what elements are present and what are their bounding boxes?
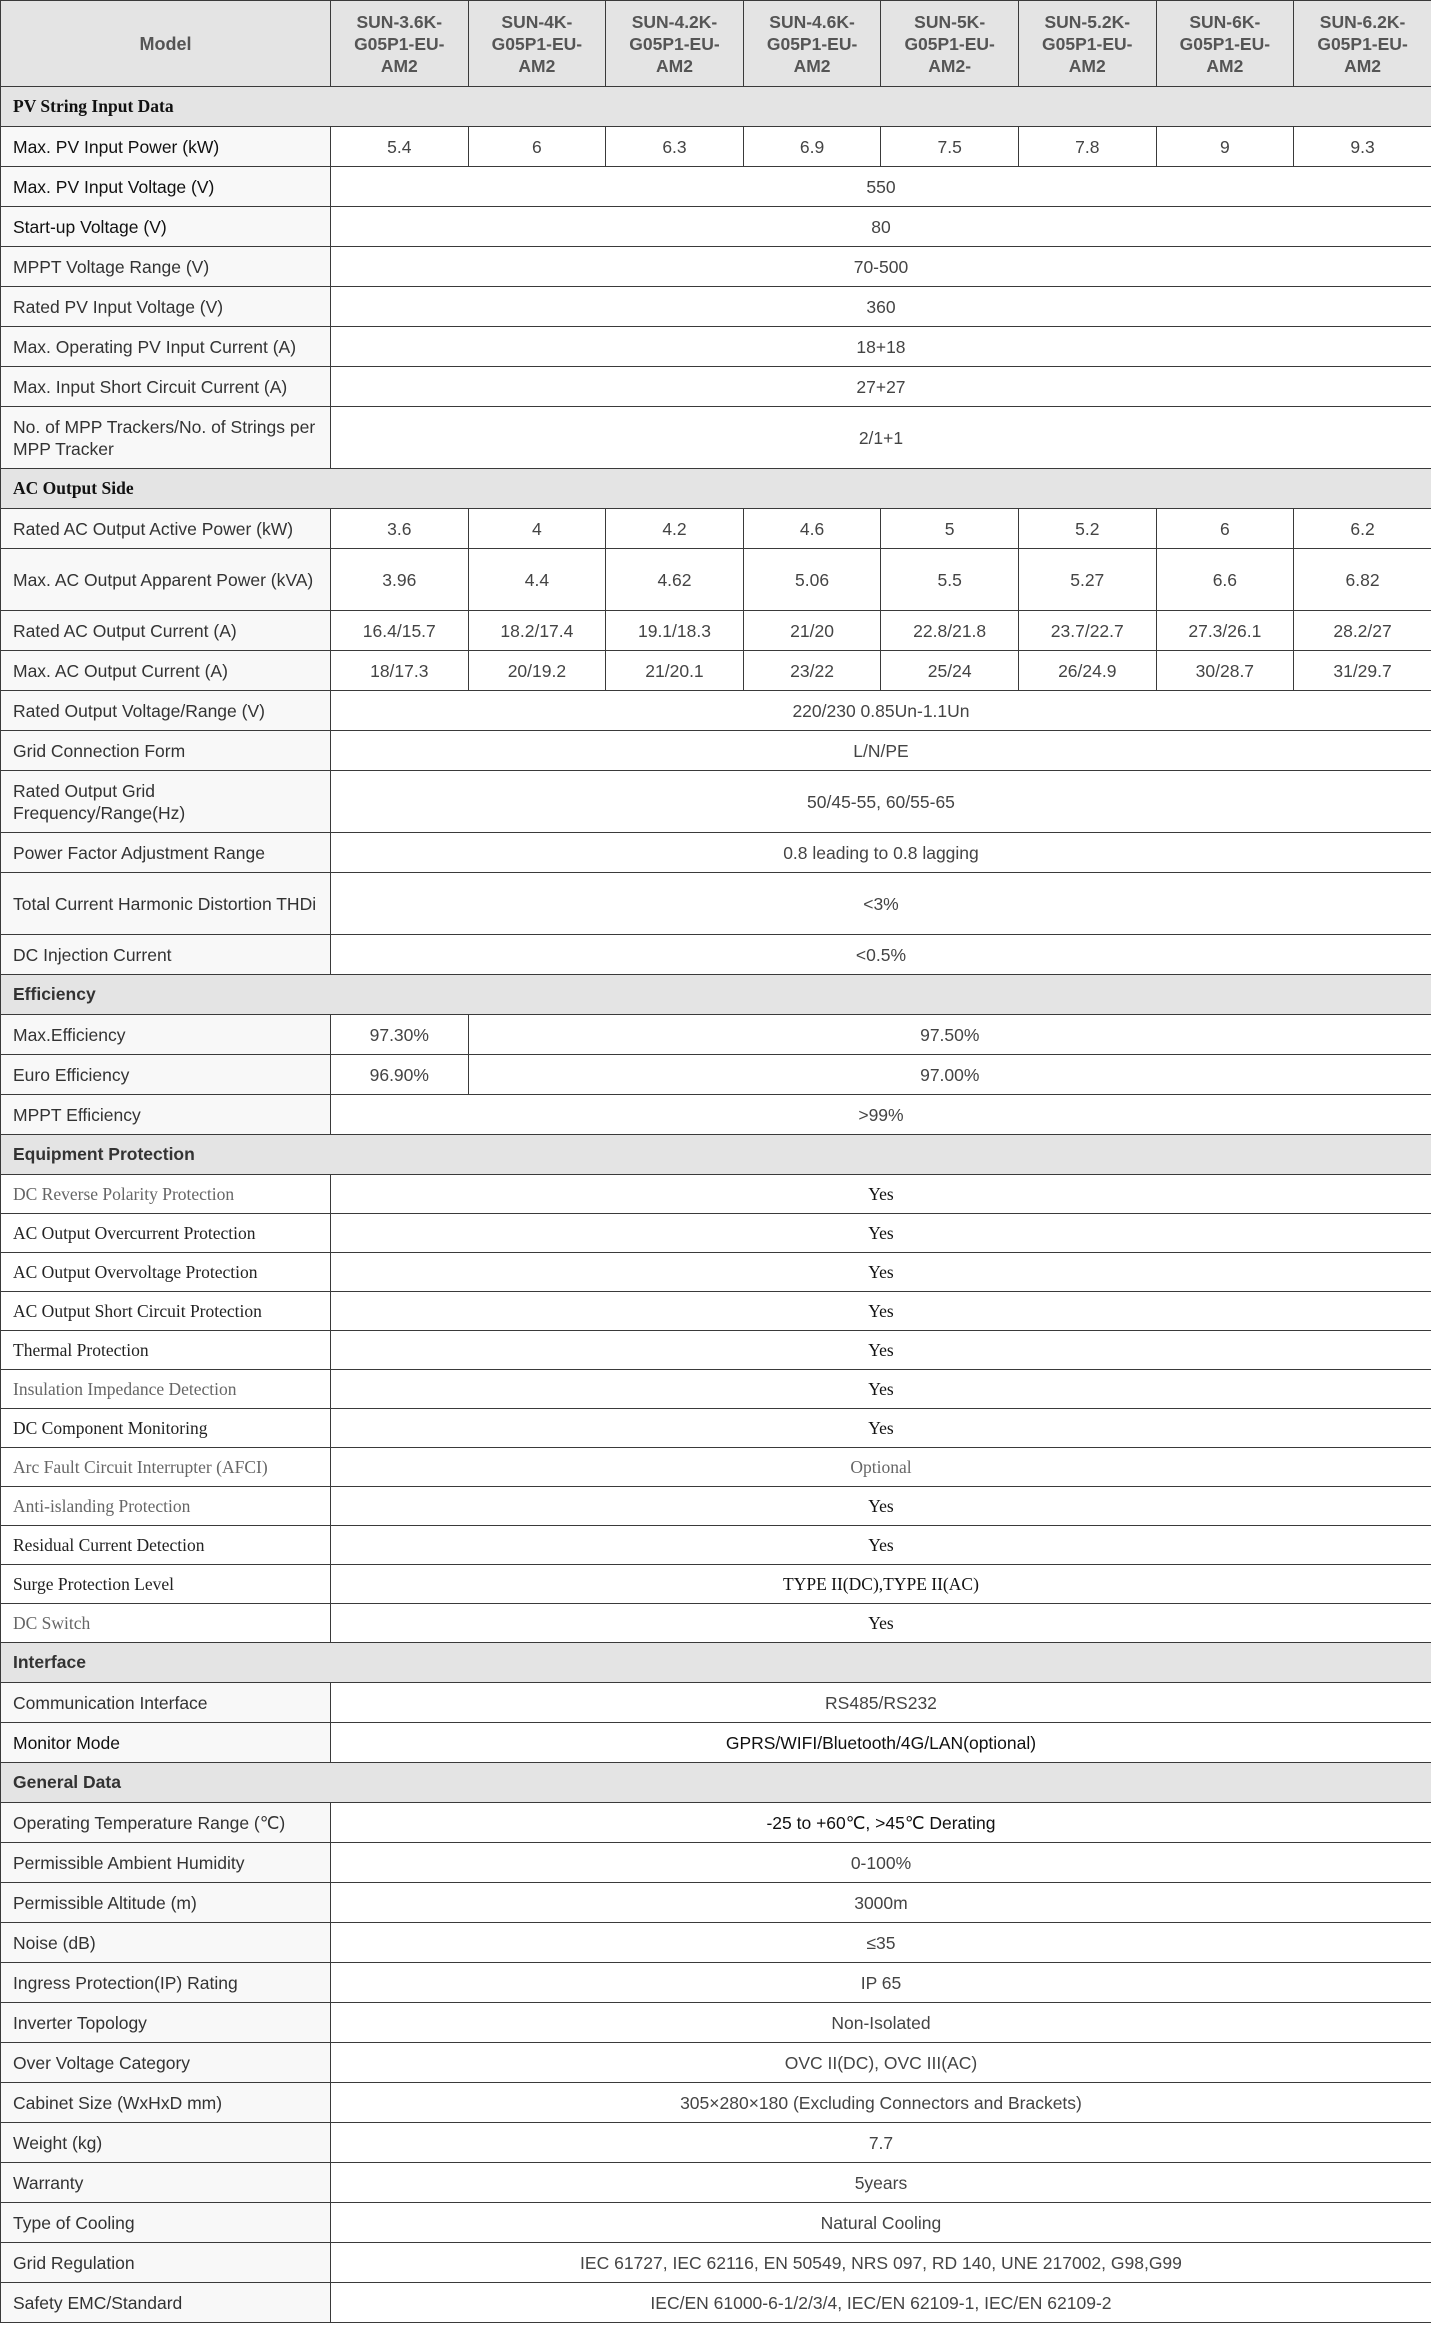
cell-value: RS485/RS232 xyxy=(331,1683,1431,1723)
cell-value: 5.2 xyxy=(1018,509,1156,549)
cell-value: 22.8/21.8 xyxy=(881,611,1019,651)
table-row xyxy=(1,1526,1431,1565)
row-label: Over Voltage Category xyxy=(1,2043,331,2083)
cell-value: Optional xyxy=(331,1448,1431,1487)
model-name: SUN-4.2K-G05P1-EU-AM2 xyxy=(606,1,744,87)
table-row xyxy=(1,367,1431,407)
cell-value: 6.9 xyxy=(743,127,881,167)
table-row xyxy=(1,549,1431,611)
row-label: Grid Regulation xyxy=(1,2243,331,2283)
table-row xyxy=(1,2123,1431,2163)
table-row xyxy=(1,287,1431,327)
table-row xyxy=(1,2083,1431,2123)
row-label: Anti-islanding Protection xyxy=(1,1487,331,1526)
model-name: SUN-3.6K-G05P1-EU-AM2 xyxy=(331,1,469,87)
cell-value: IP 65 xyxy=(331,1963,1431,2003)
row-label: Max. PV Input Power (kW) xyxy=(1,127,331,167)
cell-value: 23/22 xyxy=(743,651,881,691)
model-header: Model xyxy=(1,1,331,87)
cell-value: IEC 61727, IEC 62116, EN 50549, NRS 097, RD 140, UNE 217002, G98,G99 xyxy=(331,2243,1431,2283)
cell-value: <0.5% xyxy=(331,935,1431,975)
section-efficiency xyxy=(1,975,1431,1015)
cell-value: 50/45-55, 60/55-65 xyxy=(331,771,1431,833)
row-label: AC Output Short Circuit Protection xyxy=(1,1292,331,1331)
cell-value: 70-500 xyxy=(331,247,1431,287)
row-label: Rated PV Input Voltage (V) xyxy=(1,287,331,327)
row-label: Thermal Protection xyxy=(1,1331,331,1370)
cell-value: Non-Isolated xyxy=(331,2003,1431,2043)
row-label: Ingress Protection(IP) Rating xyxy=(1,1963,331,2003)
table-row xyxy=(1,2163,1431,2203)
cell-value: 3000m xyxy=(331,1883,1431,1923)
row-label: AC Output Overcurrent Protection xyxy=(1,1214,331,1253)
row-label: Safety EMC/Standard xyxy=(1,2283,331,2323)
cell-value: 0-100% xyxy=(331,1843,1431,1883)
section-ac-output xyxy=(1,469,1431,509)
cell-value: 5.06 xyxy=(743,549,881,611)
cell-value: 25/24 xyxy=(881,651,1019,691)
cell-value: 220/230 0.85Un-1.1Un xyxy=(331,691,1431,731)
row-label: DC Component Monitoring xyxy=(1,1409,331,1448)
row-label: Total Current Harmonic Distortion THDi xyxy=(1,873,331,935)
table-row xyxy=(1,1409,1431,1448)
row-label: Max. Input Short Circuit Current (A) xyxy=(1,367,331,407)
table-row xyxy=(1,935,1431,975)
cell-value: 19.1/18.3 xyxy=(606,611,744,651)
cell-value: 5 xyxy=(881,509,1019,549)
table-row xyxy=(1,1214,1431,1253)
table-row xyxy=(1,1055,1431,1095)
row-label: Permissible Altitude (m) xyxy=(1,1883,331,1923)
cell-value: Yes xyxy=(331,1292,1431,1331)
table-row xyxy=(1,2203,1431,2243)
table-row xyxy=(1,1175,1431,1214)
cell-value: 6 xyxy=(468,127,606,167)
cell-value: 9 xyxy=(1156,127,1294,167)
cell-value: 6.6 xyxy=(1156,549,1294,611)
row-label: Surge Protection Level xyxy=(1,1565,331,1604)
row-label: Permissible Ambient Humidity xyxy=(1,1843,331,1883)
table-row xyxy=(1,771,1431,833)
cell-value: Yes xyxy=(331,1331,1431,1370)
table-row xyxy=(1,833,1431,873)
row-label: Rated AC Output Active Power (kW) xyxy=(1,509,331,549)
section-title: Interface xyxy=(1,1643,1431,1683)
cell-value: 5.4 xyxy=(331,127,469,167)
row-label: Type of Cooling xyxy=(1,2203,331,2243)
section-pv-input xyxy=(1,87,1431,127)
model-name: SUN-4K-G05P1-EU-AM2 xyxy=(468,1,606,87)
row-label: Cabinet Size (WxHxD mm) xyxy=(1,2083,331,2123)
cell-value: 97.50% xyxy=(468,1015,1431,1055)
cell-value: 28.2/27 xyxy=(1294,611,1431,651)
table-row xyxy=(1,327,1431,367)
table-row xyxy=(1,1923,1431,1963)
table-row xyxy=(1,1565,1431,1604)
section-title: AC Output Side xyxy=(1,469,1431,509)
cell-value: OVC II(DC), OVC III(AC) xyxy=(331,2043,1431,2083)
row-label: MPPT Voltage Range (V) xyxy=(1,247,331,287)
cell-value: -25 to +60℃, >45℃ Derating xyxy=(331,1803,1431,1843)
table-row xyxy=(1,1292,1431,1331)
cell-value: 7.5 xyxy=(881,127,1019,167)
row-label: DC Reverse Polarity Protection xyxy=(1,1175,331,1214)
row-label: MPPT Efficiency xyxy=(1,1095,331,1135)
table-row xyxy=(1,873,1431,935)
cell-value: 23.7/22.7 xyxy=(1018,611,1156,651)
cell-value: 80 xyxy=(331,207,1431,247)
section-interface xyxy=(1,1643,1431,1683)
row-label: Max. AC Output Apparent Power (kVA) xyxy=(1,549,331,611)
cell-value: 21/20.1 xyxy=(606,651,744,691)
section-title: Equipment Protection xyxy=(1,1135,1431,1175)
cell-value: 6 xyxy=(1156,509,1294,549)
cell-value: 360 xyxy=(331,287,1431,327)
cell-value: GPRS/WIFI/Bluetooth/4G/LAN(optional) xyxy=(331,1723,1431,1763)
cell-value: Natural Cooling xyxy=(331,2203,1431,2243)
row-label: DC Switch xyxy=(1,1604,331,1643)
cell-value: 6.3 xyxy=(606,127,744,167)
table-row xyxy=(1,691,1431,731)
cell-value: 18+18 xyxy=(331,327,1431,367)
cell-value: 305×280×180 (Excluding Connectors and Brackets) xyxy=(331,2083,1431,2123)
cell-value: 96.90% xyxy=(331,1055,469,1095)
row-label: Rated Output Grid Frequency/Range(Hz) xyxy=(1,771,331,833)
model-name: SUN-6K-G05P1-EU-AM2 xyxy=(1156,1,1294,87)
cell-value: 20/19.2 xyxy=(468,651,606,691)
cell-value: 7.8 xyxy=(1018,127,1156,167)
cell-value: Yes xyxy=(331,1409,1431,1448)
table-row xyxy=(1,1683,1431,1723)
table-row xyxy=(1,2003,1431,2043)
cell-value: 5.27 xyxy=(1018,549,1156,611)
table-row xyxy=(1,167,1431,207)
cell-value: Yes xyxy=(331,1214,1431,1253)
row-label: DC Injection Current xyxy=(1,935,331,975)
section-title: General Data xyxy=(1,1763,1431,1803)
cell-value: 3.96 xyxy=(331,549,469,611)
table-row xyxy=(1,1015,1431,1055)
section-general xyxy=(1,1763,1431,1803)
cell-value: TYPE II(DC),TYPE II(AC) xyxy=(331,1565,1431,1604)
table-row xyxy=(1,1843,1431,1883)
table-row xyxy=(1,1448,1431,1487)
cell-value: 18.2/17.4 xyxy=(468,611,606,651)
row-label: Operating Temperature Range (℃) xyxy=(1,1803,331,1843)
cell-value: 21/20 xyxy=(743,611,881,651)
table-row xyxy=(1,1604,1431,1643)
cell-value: 6.2 xyxy=(1294,509,1431,549)
model-name: SUN-5.2K-G05P1-EU-AM2 xyxy=(1018,1,1156,87)
cell-value: 7.7 xyxy=(331,2123,1431,2163)
table-row xyxy=(1,127,1431,167)
cell-value: >99% xyxy=(331,1095,1431,1135)
table-row xyxy=(1,611,1431,651)
cell-value: 2/1+1 xyxy=(331,407,1431,469)
section-protection xyxy=(1,1135,1431,1175)
cell-value: Yes xyxy=(331,1487,1431,1526)
cell-value: 27.3/26.1 xyxy=(1156,611,1294,651)
row-label: Weight (kg) xyxy=(1,2123,331,2163)
cell-value: 16.4/15.7 xyxy=(331,611,469,651)
row-label: Start-up Voltage (V) xyxy=(1,207,331,247)
table-row xyxy=(1,1883,1431,1923)
cell-value: 4 xyxy=(468,509,606,549)
header-row xyxy=(1,1,1431,87)
table-row xyxy=(1,2043,1431,2083)
row-label: Max.Efficiency xyxy=(1,1015,331,1055)
table-row xyxy=(1,651,1431,691)
model-name: SUN-4.6K-G05P1-EU-AM2 xyxy=(743,1,881,87)
table-row xyxy=(1,207,1431,247)
cell-value: 5years xyxy=(331,2163,1431,2203)
table-row xyxy=(1,1487,1431,1526)
cell-value: 4.62 xyxy=(606,549,744,611)
model-name: SUN-6.2K-G05P1-EU-AM2 xyxy=(1294,1,1431,87)
cell-value: 97.00% xyxy=(468,1055,1431,1095)
row-label: Arc Fault Circuit Interrupter (AFCI) xyxy=(1,1448,331,1487)
table-row xyxy=(1,1331,1431,1370)
cell-value: IEC/EN 61000-6-1/2/3/4, IEC/EN 62109-1, IEC/EN 62109-2 xyxy=(331,2283,1431,2323)
cell-value: Yes xyxy=(331,1370,1431,1409)
cell-value: 18/17.3 xyxy=(331,651,469,691)
cell-value: Yes xyxy=(331,1253,1431,1292)
row-label: AC Output Overvoltage Protection xyxy=(1,1253,331,1292)
row-label: Inverter Topology xyxy=(1,2003,331,2043)
section-title: PV String Input Data xyxy=(1,87,1431,127)
cell-value: 30/28.7 xyxy=(1156,651,1294,691)
row-label: Max. Operating PV Input Current (A) xyxy=(1,327,331,367)
cell-value: 550 xyxy=(331,167,1431,207)
row-label: Communication Interface xyxy=(1,1683,331,1723)
cell-value: 4.4 xyxy=(468,549,606,611)
table-row xyxy=(1,731,1431,771)
model-name: SUN-5K-G05P1-EU-AM2- xyxy=(881,1,1019,87)
row-label: Monitor Mode xyxy=(1,1723,331,1763)
row-label: Euro Efficiency xyxy=(1,1055,331,1095)
table-row xyxy=(1,1723,1431,1763)
cell-value: <3% xyxy=(331,873,1431,935)
table-row xyxy=(1,1370,1431,1409)
cell-value: L/N/PE xyxy=(331,731,1431,771)
row-label: Residual Current Detection xyxy=(1,1526,331,1565)
cell-value: Yes xyxy=(331,1526,1431,1565)
cell-value: ≤35 xyxy=(331,1923,1431,1963)
row-label: No. of MPP Trackers/No. of Strings per MPP Tracker xyxy=(1,407,331,469)
row-label: Warranty xyxy=(1,2163,331,2203)
cell-value: 0.8 leading to 0.8 lagging xyxy=(331,833,1431,873)
cell-value: 4.2 xyxy=(606,509,744,549)
table-row xyxy=(1,1095,1431,1135)
table-row xyxy=(1,509,1431,549)
row-label: Power Factor Adjustment Range xyxy=(1,833,331,873)
table-row xyxy=(1,1253,1431,1292)
row-label: Max. AC Output Current (A) xyxy=(1,651,331,691)
cell-value: Yes xyxy=(331,1604,1431,1643)
table-row xyxy=(1,2283,1431,2323)
cell-value: 31/29.7 xyxy=(1294,651,1431,691)
row-label: Max. PV Input Voltage (V) xyxy=(1,167,331,207)
row-label: Rated Output Voltage/Range (V) xyxy=(1,691,331,731)
row-label: Noise (dB) xyxy=(1,1923,331,1963)
table-row xyxy=(1,2243,1431,2283)
table-row xyxy=(1,1803,1431,1843)
row-label: Rated AC Output Current (A) xyxy=(1,611,331,651)
row-label: Grid Connection Form xyxy=(1,731,331,771)
cell-value: 3.6 xyxy=(331,509,469,549)
cell-value: 5.5 xyxy=(881,549,1019,611)
cell-value: 97.30% xyxy=(331,1015,469,1055)
cell-value: 6.82 xyxy=(1294,549,1431,611)
table-row xyxy=(1,1963,1431,2003)
table-row xyxy=(1,247,1431,287)
cell-value: 26/24.9 xyxy=(1018,651,1156,691)
section-title: Efficiency xyxy=(1,975,1431,1015)
cell-value: 4.6 xyxy=(743,509,881,549)
row-label: Insulation Impedance Detection xyxy=(1,1370,331,1409)
cell-value: Yes xyxy=(331,1175,1431,1214)
table-row xyxy=(1,407,1431,469)
cell-value: 9.3 xyxy=(1294,127,1431,167)
cell-value: 27+27 xyxy=(331,367,1431,407)
